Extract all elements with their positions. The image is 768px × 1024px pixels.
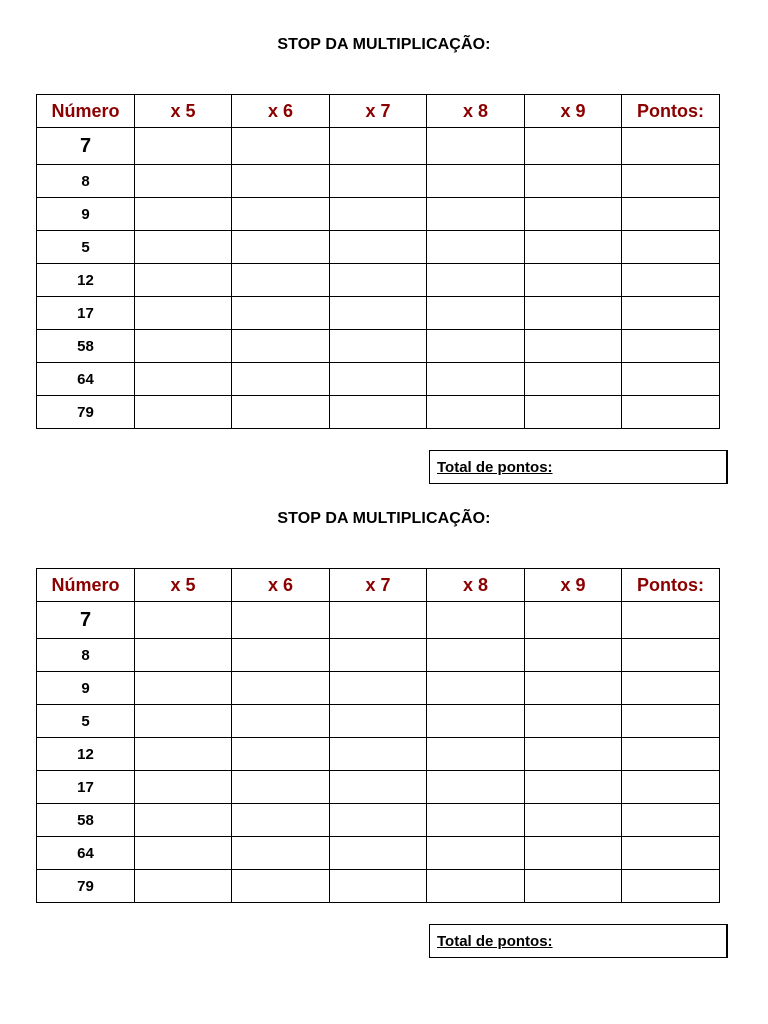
header-pontos: Pontos:	[622, 95, 720, 128]
answer-cell-x6[interactable]	[232, 231, 330, 264]
answer-cell-x9[interactable]	[525, 672, 622, 705]
answer-cell-x8[interactable]	[427, 639, 525, 672]
answer-cell-x9[interactable]	[525, 602, 622, 639]
answer-cell-x6[interactable]	[232, 639, 330, 672]
table-row	[37, 128, 720, 165]
answer-cell-x6[interactable]	[232, 705, 330, 738]
answer-cell-x8[interactable]	[427, 198, 525, 231]
answer-cell-x6[interactable]	[232, 297, 330, 330]
answer-cell-x7[interactable]	[330, 363, 427, 396]
points-cell[interactable]	[622, 198, 720, 231]
table-row	[37, 639, 720, 672]
answer-cell-x5[interactable]	[135, 602, 232, 639]
points-cell[interactable]	[622, 870, 720, 903]
row-number: 79	[37, 396, 135, 429]
table-row	[37, 396, 720, 429]
answer-cell-x8[interactable]	[427, 738, 525, 771]
header-x5: x 5	[135, 95, 232, 128]
answer-cell-x6[interactable]	[232, 771, 330, 804]
total-points-label: Total de pontos:	[437, 933, 553, 950]
points-cell[interactable]	[622, 738, 720, 771]
row-number: 17	[37, 771, 135, 804]
answer-cell-x6[interactable]	[232, 870, 330, 903]
table-row	[37, 870, 720, 903]
stop-sheet-1	[0, 0, 768, 490]
answer-cell-x6[interactable]	[232, 363, 330, 396]
answer-cell-x9[interactable]	[525, 771, 622, 804]
answer-cell-x5[interactable]	[135, 804, 232, 837]
answer-cell-x7[interactable]	[330, 639, 427, 672]
header-x6: x 6	[232, 95, 330, 128]
answer-cell-x5[interactable]	[135, 231, 232, 264]
answer-cell-x8[interactable]	[427, 231, 525, 264]
table-row	[37, 297, 720, 330]
points-cell[interactable]	[622, 330, 720, 363]
answer-cell-x9[interactable]	[525, 363, 622, 396]
answer-cell-x6[interactable]	[232, 165, 330, 198]
points-cell[interactable]	[622, 128, 720, 165]
table-row	[37, 804, 720, 837]
multiplication-table	[36, 568, 720, 903]
answer-cell-x5[interactable]	[135, 870, 232, 903]
answer-cell-x5[interactable]	[135, 128, 232, 165]
answer-cell-x8[interactable]	[427, 705, 525, 738]
answer-cell-x5[interactable]	[135, 705, 232, 738]
row-number: 12	[37, 738, 135, 771]
answer-cell-x7[interactable]	[330, 264, 427, 297]
header-x8: x 8	[427, 95, 525, 128]
answer-cell-x7[interactable]	[330, 396, 427, 429]
table-row	[37, 705, 720, 738]
answer-cell-x7[interactable]	[330, 330, 427, 363]
answer-cell-x6[interactable]	[232, 738, 330, 771]
answer-cell-x7[interactable]	[330, 870, 427, 903]
answer-cell-x7[interactable]	[330, 231, 427, 264]
points-cell[interactable]	[622, 602, 720, 639]
answer-cell-x5[interactable]	[135, 672, 232, 705]
answer-cell-x9[interactable]	[525, 870, 622, 903]
header-x5: x 5	[135, 569, 232, 602]
answer-cell-x6[interactable]	[232, 264, 330, 297]
header-x7: x 7	[330, 569, 427, 602]
answer-cell-x8[interactable]	[427, 870, 525, 903]
row-number: 8	[37, 165, 135, 198]
answer-cell-x5[interactable]	[135, 639, 232, 672]
header-x9: x 9	[525, 569, 622, 602]
answer-cell-x6[interactable]	[232, 198, 330, 231]
row-number: 12	[37, 264, 135, 297]
answer-cell-x5[interactable]	[135, 264, 232, 297]
row-number: 64	[37, 837, 135, 870]
row-number: 17	[37, 297, 135, 330]
multiplication-table	[36, 94, 720, 429]
answer-cell-x7[interactable]	[330, 837, 427, 870]
answer-cell-x8[interactable]	[427, 672, 525, 705]
table-header-row	[37, 569, 720, 602]
row-number: 58	[37, 804, 135, 837]
table-row	[37, 602, 720, 639]
row-number: 9	[37, 198, 135, 231]
answer-cell-x7[interactable]	[330, 705, 427, 738]
answer-cell-x6[interactable]	[232, 672, 330, 705]
row-number: 7	[37, 128, 135, 165]
table-row	[37, 165, 720, 198]
table-row	[37, 771, 720, 804]
answer-cell-x8[interactable]	[427, 128, 525, 165]
table-row	[37, 738, 720, 771]
points-cell[interactable]	[622, 771, 720, 804]
answer-cell-x7[interactable]	[330, 804, 427, 837]
answer-cell-x7[interactable]	[330, 738, 427, 771]
table-header-row	[37, 95, 720, 128]
answer-cell-x6[interactable]	[232, 804, 330, 837]
answer-cell-x8[interactable]	[427, 771, 525, 804]
answer-cell-x9[interactable]	[525, 128, 622, 165]
answer-cell-x8[interactable]	[427, 396, 525, 429]
answer-cell-x6[interactable]	[232, 330, 330, 363]
answer-cell-x7[interactable]	[330, 198, 427, 231]
answer-cell-x5[interactable]	[135, 396, 232, 429]
points-cell[interactable]	[622, 264, 720, 297]
answer-cell-x7[interactable]	[330, 602, 427, 639]
row-number: 5	[37, 231, 135, 264]
answer-cell-x9[interactable]	[525, 297, 622, 330]
answer-cell-x8[interactable]	[427, 165, 525, 198]
table-row	[37, 330, 720, 363]
points-cell[interactable]	[622, 705, 720, 738]
header-numero: Número	[37, 95, 135, 128]
points-cell[interactable]	[622, 165, 720, 198]
answer-cell-x9[interactable]	[525, 264, 622, 297]
answer-cell-x9[interactable]	[525, 231, 622, 264]
answer-cell-x9[interactable]	[525, 396, 622, 429]
answer-cell-x9[interactable]	[525, 639, 622, 672]
points-cell[interactable]	[622, 396, 720, 429]
answer-cell-x9[interactable]	[525, 837, 622, 870]
points-cell[interactable]	[622, 804, 720, 837]
table-row	[37, 198, 720, 231]
table-row	[37, 363, 720, 396]
table-row	[37, 672, 720, 705]
header-x8: x 8	[427, 569, 525, 602]
row-number: 9	[37, 672, 135, 705]
header-x7: x 7	[330, 95, 427, 128]
sheet-title: STOP DA MULTIPLICAÇÃO:	[277, 36, 491, 53]
answer-cell-x6[interactable]	[232, 396, 330, 429]
table-row	[37, 837, 720, 870]
points-cell[interactable]	[622, 297, 720, 330]
answer-cell-x9[interactable]	[525, 705, 622, 738]
answer-cell-x8[interactable]	[427, 363, 525, 396]
answer-cell-x7[interactable]	[330, 771, 427, 804]
answer-cell-x6[interactable]	[232, 837, 330, 870]
answer-cell-x8[interactable]	[427, 837, 525, 870]
answer-cell-x5[interactable]	[135, 837, 232, 870]
answer-cell-x5[interactable]	[135, 198, 232, 231]
row-number: 8	[37, 639, 135, 672]
answer-cell-x8[interactable]	[427, 264, 525, 297]
row-number: 58	[37, 330, 135, 363]
sheet-title: STOP DA MULTIPLICAÇÃO:	[277, 510, 491, 527]
answer-cell-x8[interactable]	[427, 804, 525, 837]
row-number: 64	[37, 363, 135, 396]
answer-cell-x7[interactable]	[330, 165, 427, 198]
answer-cell-x8[interactable]	[427, 297, 525, 330]
total-points-box[interactable]	[429, 924, 728, 958]
points-cell[interactable]	[622, 837, 720, 870]
answer-cell-x7[interactable]	[330, 128, 427, 165]
answer-cell-x5[interactable]	[135, 771, 232, 804]
points-cell[interactable]	[622, 363, 720, 396]
answer-cell-x9[interactable]	[525, 738, 622, 771]
header-x9: x 9	[525, 95, 622, 128]
answer-cell-x6[interactable]	[232, 128, 330, 165]
total-points-label: Total de pontos:	[437, 459, 553, 476]
answer-cell-x7[interactable]	[330, 297, 427, 330]
answer-cell-x5[interactable]	[135, 363, 232, 396]
answer-cell-x9[interactable]	[525, 804, 622, 837]
row-number: 7	[37, 602, 135, 639]
answer-cell-x8[interactable]	[427, 602, 525, 639]
points-cell[interactable]	[622, 231, 720, 264]
header-pontos: Pontos:	[622, 569, 720, 602]
header-numero: Número	[37, 569, 135, 602]
answer-cell-x5[interactable]	[135, 330, 232, 363]
row-number: 5	[37, 705, 135, 738]
answer-cell-x7[interactable]	[330, 672, 427, 705]
points-cell[interactable]	[622, 639, 720, 672]
table-row	[37, 264, 720, 297]
stop-sheet-2	[0, 474, 768, 964]
answer-cell-x5[interactable]	[135, 738, 232, 771]
answer-cell-x9[interactable]	[525, 198, 622, 231]
header-x6: x 6	[232, 569, 330, 602]
points-cell[interactable]	[622, 672, 720, 705]
answer-cell-x5[interactable]	[135, 297, 232, 330]
row-number: 79	[37, 870, 135, 903]
answer-cell-x8[interactable]	[427, 330, 525, 363]
answer-cell-x6[interactable]	[232, 602, 330, 639]
answer-cell-x9[interactable]	[525, 165, 622, 198]
table-row	[37, 231, 720, 264]
answer-cell-x5[interactable]	[135, 165, 232, 198]
answer-cell-x9[interactable]	[525, 330, 622, 363]
